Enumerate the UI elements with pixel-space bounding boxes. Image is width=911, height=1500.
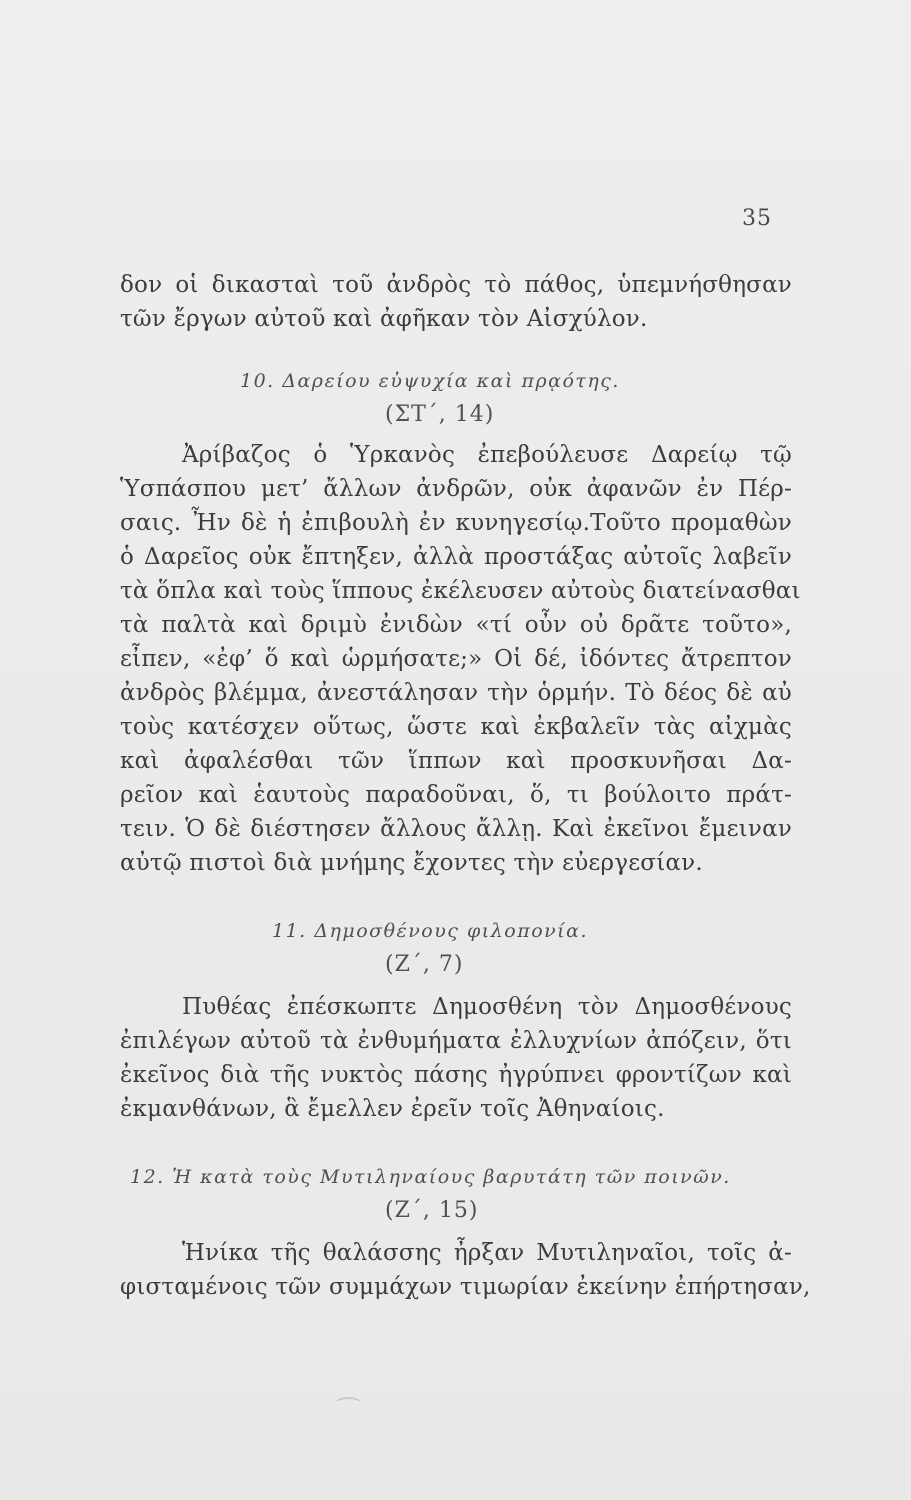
- text-line: εἶπεν, «ἐφ’ ὅ καὶ ὡρμήσατε;» Οἱ δέ, ἰδόντες ἄτρεπτον: [120, 646, 792, 672]
- intro-paragraph: [120, 268, 792, 336]
- text-line: ἀνδρὸς βλέμμα, ἀνεστάλησαν τὴν ὁρμήν. Τὸ δέος δὲ αὐ: [120, 680, 792, 706]
- text-line: τὰ ὅπλα καὶ τοὺς ἵππους ἐκέλευσεν αὐτοὺς διατείνασθαι: [120, 578, 801, 604]
- section-heading-10: 10. Δαρείου εὐψυχία καὶ πρᾳότης.: [240, 370, 620, 392]
- text-line: δον οἱ δικασταὶ τοῦ ἀνδρὸς τὸ πάθος, ὑπεμνήσθησαν: [120, 272, 792, 298]
- text-line: Ἡνίκα τῆς θαλάσσης ἦρξαν Μυτιληναῖοι, τοῖς ἀ-: [182, 1240, 792, 1266]
- section-reference-12: (Ζ΄, 15): [385, 1198, 479, 1223]
- text-line: ἐπιλέγων αὐτοῦ τὰ ἐνθυμήματα ἐλλυχνίων ἀπόζειν, ὅτι: [120, 1028, 792, 1054]
- text-line: τῶν ἔργων αὐτοῦ καὶ ἀφῆκαν τὸν Αἰσχύλον.: [120, 306, 648, 332]
- text-line: αὐτῷ πιστοὶ διὰ μνήμης ἔχοντες τὴν εὐεργεσίαν.: [120, 850, 703, 876]
- page-smudge-mark: ⁀: [338, 1398, 359, 1428]
- text-line: ἐκμανθάνων, ἃ ἔμελλεν ἐρεῖν τοῖς Ἀθηναίοις.: [120, 1096, 665, 1122]
- text-line: Ὑσπάσπου μετ’ ἄλλων ἀνδρῶν, οὐκ ἀφανῶν ἐν Πέρ-: [120, 476, 792, 502]
- page-number: 35: [742, 206, 772, 231]
- text-line: ὁ Δαρεῖος οὐκ ἔπτηξεν, ἀλλὰ προστάξας αὐτοῖς λαβεῖν: [120, 544, 792, 570]
- section-heading-11: 11. Δημοσθένους φιλοπονία.: [272, 920, 589, 942]
- text-line: φισταμένοις τῶν συμμάχων τιμωρίαν ἐκείνην ἐπήρτησαν,: [120, 1274, 811, 1300]
- text-line: τοὺς κατέσχεν οὕτως, ὥστε καὶ ἐκβαλεῖν τὰς αἰχμὰς: [120, 714, 792, 740]
- text-line: ρεῖον καὶ ἑαυτοὺς παραδοῦναι, ὅ, τι βούλοιτο πράτ-: [120, 782, 792, 808]
- section-reference-10: (ΣΤ΄, 14): [385, 402, 495, 427]
- text-line: τειν. Ὁ δὲ διέστησεν ἄλλους ἄλλῃ. Καὶ ἐκεῖνοι ἔμειναν: [120, 816, 792, 842]
- text-line: Ἀρίβαζος ὁ Ὑρκανὸς ἐπεβούλευσε Δαρείῳ τῷ: [182, 442, 792, 468]
- section-body-12: [120, 1236, 811, 1304]
- section-heading-12: 12. Ἡ κατὰ τοὺς Μυτιληναίους βαρυτάτη τῶν ποινῶν.: [130, 1166, 731, 1188]
- text-line: τὰ παλτὰ καὶ δριμὺ ἐνιδὼν «τί οὖν οὐ δρᾶτε τοῦτο»,: [120, 612, 792, 638]
- section-body-11: [120, 990, 792, 1126]
- text-line: καὶ ἀφαλέσθαι τῶν ἵππων καὶ προσκυνῆσαι Δα-: [120, 748, 792, 774]
- text-line: ἐκεῖνος διὰ τῆς νυκτὸς πάσης ἠγρύπνει φροντίζων καὶ: [120, 1062, 792, 1088]
- text-line: σαις. Ἦν δὲ ἡ ἐπιβουλὴ ἐν κυνηγεσίῳ.Τοῦτο προμαθὼν: [120, 510, 792, 536]
- section-body-10: [120, 438, 801, 880]
- section-reference-11: (Ζ΄, 7): [385, 952, 464, 977]
- text-line: Πυθέας ἐπέσκωπτε Δημοσθένη τὸν Δημοσθένους: [182, 994, 792, 1020]
